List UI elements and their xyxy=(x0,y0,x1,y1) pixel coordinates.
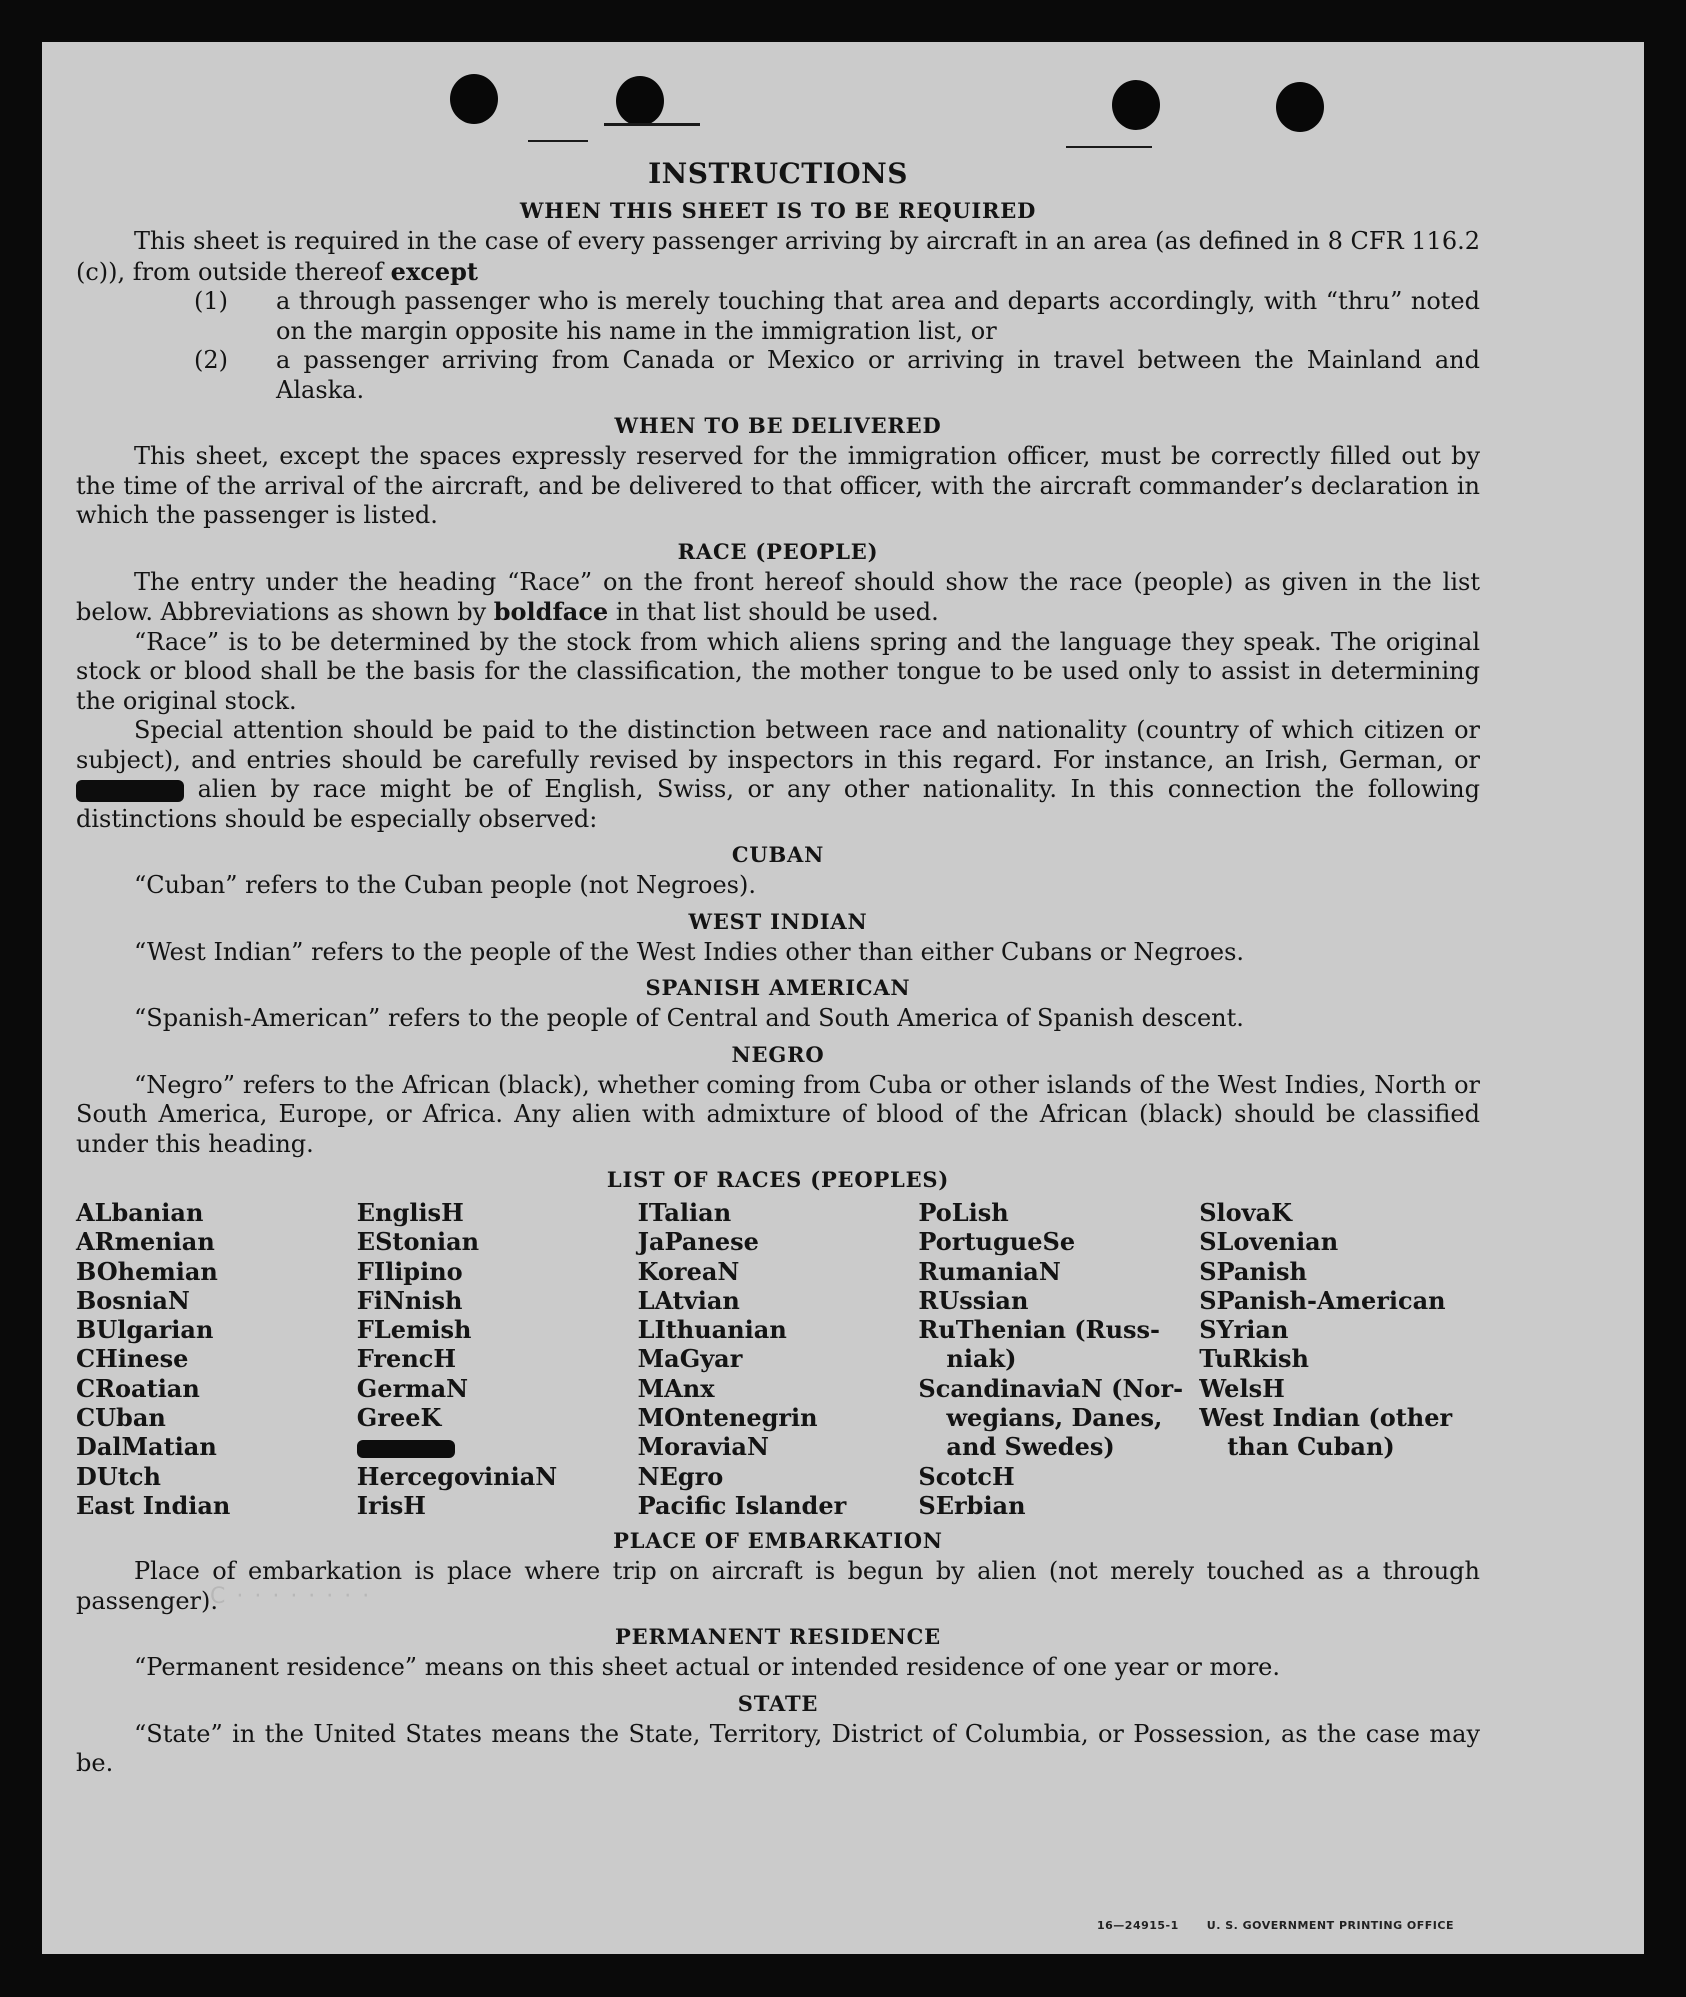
race-column xyxy=(357,1198,638,1520)
west-indian-text: “West Indian” refers to the people of the West Indies other than either Cubans or Negroes. xyxy=(134,937,1245,966)
race-item: NEgro xyxy=(637,1461,724,1491)
race-item: SlovaK xyxy=(1199,1198,1292,1227)
form-footer xyxy=(1069,1919,1454,1932)
race-item: ITalian xyxy=(637,1198,732,1227)
race-item: EnglisH xyxy=(356,1198,464,1227)
binding-mark xyxy=(604,123,700,126)
negro-text: “Negro” refers to the African (black), whether coming from Cuba or other islands of the West Indies, North or South America, Europe, or Africa. Any alien with admixture of blood of the African (black) should be classified under this heading. xyxy=(76,1070,1480,1158)
race-item: LAtvian xyxy=(637,1285,740,1315)
race-item: East Indian xyxy=(76,1490,231,1520)
heading-west-indian: WEST INDIAN xyxy=(688,908,868,934)
race-item: RuThenian (Russ- xyxy=(918,1315,1161,1345)
spanish-american-text: “Spanish-American” refers to the people of Central and South America of Spanish descent. xyxy=(134,1004,1244,1032)
heading-spanish-american: SPANISH AMERICAN xyxy=(645,975,911,1000)
race-item: MAnx xyxy=(637,1373,715,1403)
binding-mark xyxy=(1066,146,1152,148)
race-item: SPanish xyxy=(1199,1256,1307,1286)
heading-race: RACE (PEOPLE) xyxy=(677,538,879,564)
race-item: BUlgarian xyxy=(76,1315,214,1345)
race-item: MOntenegrin xyxy=(637,1403,818,1433)
race-item: West Indian (other xyxy=(1199,1403,1453,1433)
residence-text: “Permanent residence” means on this sheet actual or intended residence of one year or more. xyxy=(134,1653,1280,1682)
race-item: PortugueSe xyxy=(918,1227,1076,1257)
race-item: FIlipino xyxy=(356,1256,463,1286)
race-item: DUtch xyxy=(76,1461,161,1491)
race-item: BosniaN xyxy=(76,1285,190,1315)
race-item: LIthuanian xyxy=(637,1315,787,1345)
race-item-continued: wegians, Danes, xyxy=(946,1403,1163,1433)
race-item: PoLish xyxy=(918,1198,1009,1227)
binding-mark xyxy=(528,140,588,142)
race-item: ScandinaviaN (Nor- xyxy=(918,1373,1184,1403)
race-item: DalMatian xyxy=(76,1432,217,1462)
heading-permanent-residence: PERMANENT RESIDENCE xyxy=(615,1624,941,1650)
punch-hole xyxy=(1276,82,1324,132)
punch-hole xyxy=(616,76,664,126)
race-item: SErbian xyxy=(918,1490,1026,1520)
race-item: HercegoviniaN xyxy=(356,1461,558,1491)
race-item: MaGyar xyxy=(637,1344,743,1374)
heading-state: STATE xyxy=(737,1690,819,1716)
race-list xyxy=(76,1198,1480,1520)
race-item: BOhemian xyxy=(76,1256,218,1286)
race-item: MoraviaN xyxy=(637,1432,769,1462)
race-item: Pacific Islander xyxy=(637,1490,847,1520)
race-item: SLovenian xyxy=(1199,1227,1339,1257)
punch-hole xyxy=(450,74,498,124)
form-number: 16—24915-1 xyxy=(1096,1919,1179,1932)
race-item-continued: and Swedes) xyxy=(946,1432,1115,1462)
race-item: FiNnish xyxy=(356,1285,463,1315)
race-item: RUssian xyxy=(918,1285,1029,1315)
race-item: EStonian xyxy=(356,1227,480,1257)
heading-required: WHEN THIS SHEET IS TO BE REQUIRED xyxy=(519,198,1037,223)
bleed-through-text: C · · · · · · · · xyxy=(210,1584,372,1609)
race-column xyxy=(918,1198,1199,1520)
race-item: FLemish xyxy=(356,1315,472,1345)
race-paragraph-1: The entry under the heading “Race” on the front hereof should show the race (people) as given in the list below. Abbreviations as shown by boldface in that list should be used. xyxy=(76,567,1480,626)
state-text: “State” in the United States means the State, Territory, District of Columbia, or Possession, as the case may be. xyxy=(76,1719,1480,1778)
delivered-text: This sheet, except the spaces expressly reserved for the immigration officer, must be correctly filled out by the time of the arrival of the aircraft, and be delivered to that officer, with the aircraft commander’s declaration in which the passenger is listed. xyxy=(76,442,1480,529)
race-item: CHinese xyxy=(76,1344,189,1374)
race-column xyxy=(76,1198,357,1520)
embarkation-text: Place of embarkation is place where trip on aircraft is begun by alien (not merely touched as a through passenger). xyxy=(76,1557,1480,1615)
race-item: FrencH xyxy=(356,1344,457,1374)
cuban-text: “Cuban” refers to the Cuban people (not Negroes). xyxy=(134,871,756,899)
heading-list-of-races: LIST OF RACES (PEOPLES) xyxy=(606,1167,950,1192)
exception-item-1: (1) a through passenger who is merely touching that area and departs accordingly, with “thru” noted on the margin opposite his name in the immigration list, or xyxy=(194,287,1480,345)
required-intro: This sheet is required in the case of every passenger arriving by aircraft in an area (as defined in 8 CFR 116.2 (c)), from outside thereof except xyxy=(76,227,1480,286)
race-paragraph-3: Special attention should be paid to the distinction between race and nationality (country of which citizen or subject), and entries should be carefully revised by inspectors in this regard. For instance, an Irish, German, or alien by race might be of English, Swiss, or any other nationality. In this connection the following distinctions should be especially observed: xyxy=(76,716,1480,833)
race-item: ScotcH xyxy=(918,1461,1015,1491)
race-item: RumaniaN xyxy=(918,1256,1061,1286)
race-item: CUban xyxy=(76,1403,166,1433)
page-title: INSTRUCTIONS xyxy=(648,157,908,190)
race-item: GermaN xyxy=(356,1373,469,1403)
redaction-block xyxy=(76,780,184,802)
race-item: IrisH xyxy=(356,1490,426,1520)
race-item: SPanish-American xyxy=(1199,1285,1446,1315)
instructions-content xyxy=(76,157,1480,1779)
heading-delivered: WHEN TO BE DELIVERED xyxy=(614,413,942,438)
race-item: GreeK xyxy=(356,1403,442,1433)
race-item: CRoatian xyxy=(76,1373,200,1403)
race-item-redacted xyxy=(357,1432,638,1461)
race-item: WelsH xyxy=(1199,1373,1285,1403)
heading-negro: NEGRO xyxy=(731,1041,825,1067)
race-column xyxy=(1199,1198,1480,1520)
race-item: SYrian xyxy=(1199,1315,1289,1345)
race-paragraph-2: “Race” is to be determined by the stock from which aliens spring and the language they speak. The original stock or blood shall be the basis for the classification, the mother tongue to be used only to assist in determining the original stock. xyxy=(76,627,1480,715)
race-item-continued: niak) xyxy=(946,1344,1017,1374)
heading-cuban: CUBAN xyxy=(731,842,825,867)
printer-credit: U. S. GOVERNMENT PRINTING OFFICE xyxy=(1206,1919,1454,1932)
exception-item-2: (2) a passenger arriving from Canada or Mexico or arriving in travel between the Mainland and Alaska. xyxy=(194,346,1480,404)
document-sheet xyxy=(42,42,1644,1954)
race-item: JaPanese xyxy=(637,1227,759,1257)
race-item: ARmenian xyxy=(76,1227,215,1257)
redaction-block xyxy=(357,1440,455,1458)
race-item: ALbanian xyxy=(76,1198,204,1227)
race-item: KoreaN xyxy=(637,1256,740,1286)
heading-embarkation: PLACE OF EMBARKATION xyxy=(613,1528,943,1554)
race-column xyxy=(638,1198,919,1520)
race-item-continued: than Cuban) xyxy=(1227,1432,1395,1462)
punch-hole xyxy=(1112,80,1160,130)
race-item: TuRkish xyxy=(1199,1344,1309,1374)
